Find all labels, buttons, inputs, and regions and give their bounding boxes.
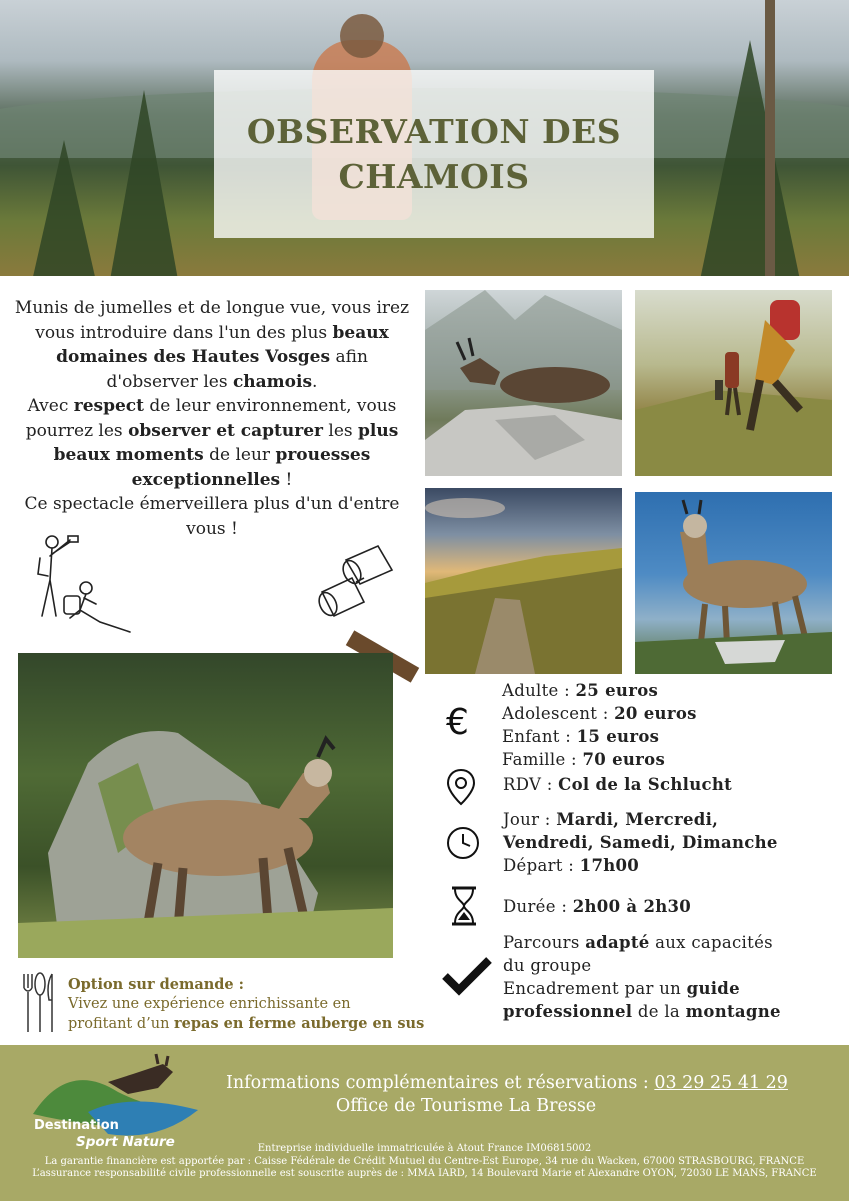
meeting-label: RDV :	[503, 775, 559, 794]
feature-text: Encadrement par un	[503, 979, 687, 998]
checkmark-icon	[442, 956, 492, 996]
price-label: Enfant :	[502, 727, 577, 746]
intro-text: !	[280, 469, 293, 490]
footer-info-text: Informations complémentaires et réservations :	[226, 1073, 655, 1093]
binoculars-icon	[312, 540, 404, 620]
feature-text: du groupe	[503, 956, 592, 975]
price-value: 25 euros	[575, 681, 659, 700]
schedule	[503, 808, 778, 877]
schedule-days: Mardi, Mercredi,	[556, 810, 719, 829]
hourglass-icon	[450, 886, 478, 926]
schedule-start-value: 17h00	[579, 856, 640, 875]
intro-text: .	[312, 371, 318, 392]
intro-text: afin d'observer les	[106, 347, 368, 392]
option-block	[68, 975, 448, 1034]
option-line2	[68, 1014, 448, 1034]
meeting-point	[503, 773, 732, 796]
intro-text: de leur environnement, vous pourrez les	[25, 396, 397, 441]
logo-text-sport-nature: Sport Nature	[76, 1134, 175, 1150]
feature-text: de la	[632, 1002, 686, 1021]
intro-text: Munis de jumelles et de longue vue, vous irez vous introduire dans l'un des plus	[14, 298, 410, 343]
intro-bold: plus beaux moments	[53, 420, 399, 465]
logo-text-destination: Destination	[34, 1118, 119, 1133]
feature-text: aux capacités	[649, 933, 773, 952]
duration-value: 2h00 à 2h30	[572, 897, 692, 916]
chamois-rock-photo	[425, 290, 622, 476]
feature-bold: montagne	[685, 1002, 781, 1021]
intro-text: de leur	[203, 445, 276, 465]
feature-bold: professionnel	[503, 1002, 633, 1021]
legal-notice	[10, 1143, 839, 1181]
clock-icon	[446, 826, 480, 860]
chamois-large-photo	[18, 653, 393, 958]
phone-link[interactable]: 03 29 25 41 29	[654, 1073, 788, 1093]
price-value: 20 euros	[614, 704, 697, 723]
intro-bold: observer et capturer	[128, 420, 323, 441]
feature-line	[503, 1000, 781, 1023]
feature-line	[503, 954, 781, 977]
feature-text: Parcours	[503, 933, 586, 952]
cutlery-icon	[18, 970, 58, 1036]
option-line1: Vivez une expérience enrichissante en	[68, 996, 351, 1012]
intro-text: Avec	[27, 396, 74, 416]
hikers-photo	[635, 290, 832, 476]
feature-bold: guide	[686, 979, 740, 998]
feature-line	[503, 931, 781, 954]
title-line-2: CHAMOIS	[338, 157, 530, 196]
schedule-days-line2	[503, 831, 778, 854]
duration-label: Durée :	[503, 897, 573, 916]
intro-bold: beaux domaines des Hautes Vosges	[56, 322, 389, 367]
option-title	[68, 975, 448, 995]
option-text: profitant d’un	[68, 1016, 175, 1032]
hikers-sketch-icon	[30, 528, 140, 640]
feature-line	[503, 977, 781, 1000]
price-label: Famille :	[502, 750, 583, 769]
legal-line: La garantie financière est apportée par : Caisse Fédérale de Crédit Mutuel du Centre-Est Europe, 34 rue du Wacken, 67000 STRASBOURG, FRANCE	[44, 1155, 805, 1167]
price-label: Adulte :	[502, 681, 576, 700]
euro-icon: €	[446, 702, 469, 743]
legal-line: L’assurance responsabilité civile professionnelle est souscrite auprès de : MMA IARD, 14 Boulevard Marie et Alexandre OYON, 72030 LE MANS, FRANCE	[32, 1168, 817, 1179]
intro-bold: chamois	[232, 371, 313, 392]
duration	[503, 895, 691, 918]
price-value: 15 euros	[576, 727, 660, 746]
intro-text: les	[322, 420, 359, 441]
footer-info-line	[226, 1072, 830, 1095]
option-bold: repas en ferme auberge en sus	[174, 1015, 425, 1032]
legal-line: Entreprise individuelle immatriculée à Atout France IM06815002	[257, 1143, 592, 1154]
price-child	[502, 725, 697, 748]
price-teen	[502, 702, 697, 725]
price-family	[502, 748, 697, 771]
title-line-1: OBSERVATION DES	[246, 112, 622, 151]
hero-tree	[110, 90, 178, 276]
price-value: 70 euros	[582, 750, 666, 769]
schedule-days: Vendredi, Samedi, Dimanche	[503, 833, 778, 852]
hero-tree	[700, 40, 800, 276]
feature-bold: adapté	[585, 933, 650, 952]
intro-text: Ce spectacle émerveillera plus d'un d'entre vous !	[24, 494, 400, 539]
meeting-value: Col de la Schlucht	[558, 775, 733, 794]
schedule-start-label: Départ :	[503, 856, 580, 875]
schedule-day-label: Jour :	[503, 810, 557, 829]
schedule-start	[503, 854, 778, 877]
title-box	[214, 70, 654, 238]
price-list	[502, 679, 697, 771]
schedule-days-line1	[503, 808, 778, 831]
hero-tree-trunk	[765, 0, 775, 276]
intro-bold: respect	[73, 396, 145, 416]
intro-paragraph	[10, 296, 414, 541]
hero-tree	[30, 140, 98, 276]
footer-contact	[226, 1072, 830, 1118]
location-pin-icon	[446, 768, 476, 806]
price-adult	[502, 679, 697, 702]
hero-hiker-head	[340, 14, 384, 58]
chamois-sky-photo	[635, 492, 832, 674]
footer-office: Office de Tourisme La Bresse	[335, 1096, 597, 1116]
option-title-text: Option sur demande :	[68, 976, 245, 993]
page-title	[247, 109, 621, 199]
mountain-trail-photo	[425, 488, 622, 674]
features	[503, 931, 781, 1023]
intro-bold: prouesses exceptionnelles	[131, 445, 371, 490]
price-label: Adolescent :	[502, 704, 615, 723]
